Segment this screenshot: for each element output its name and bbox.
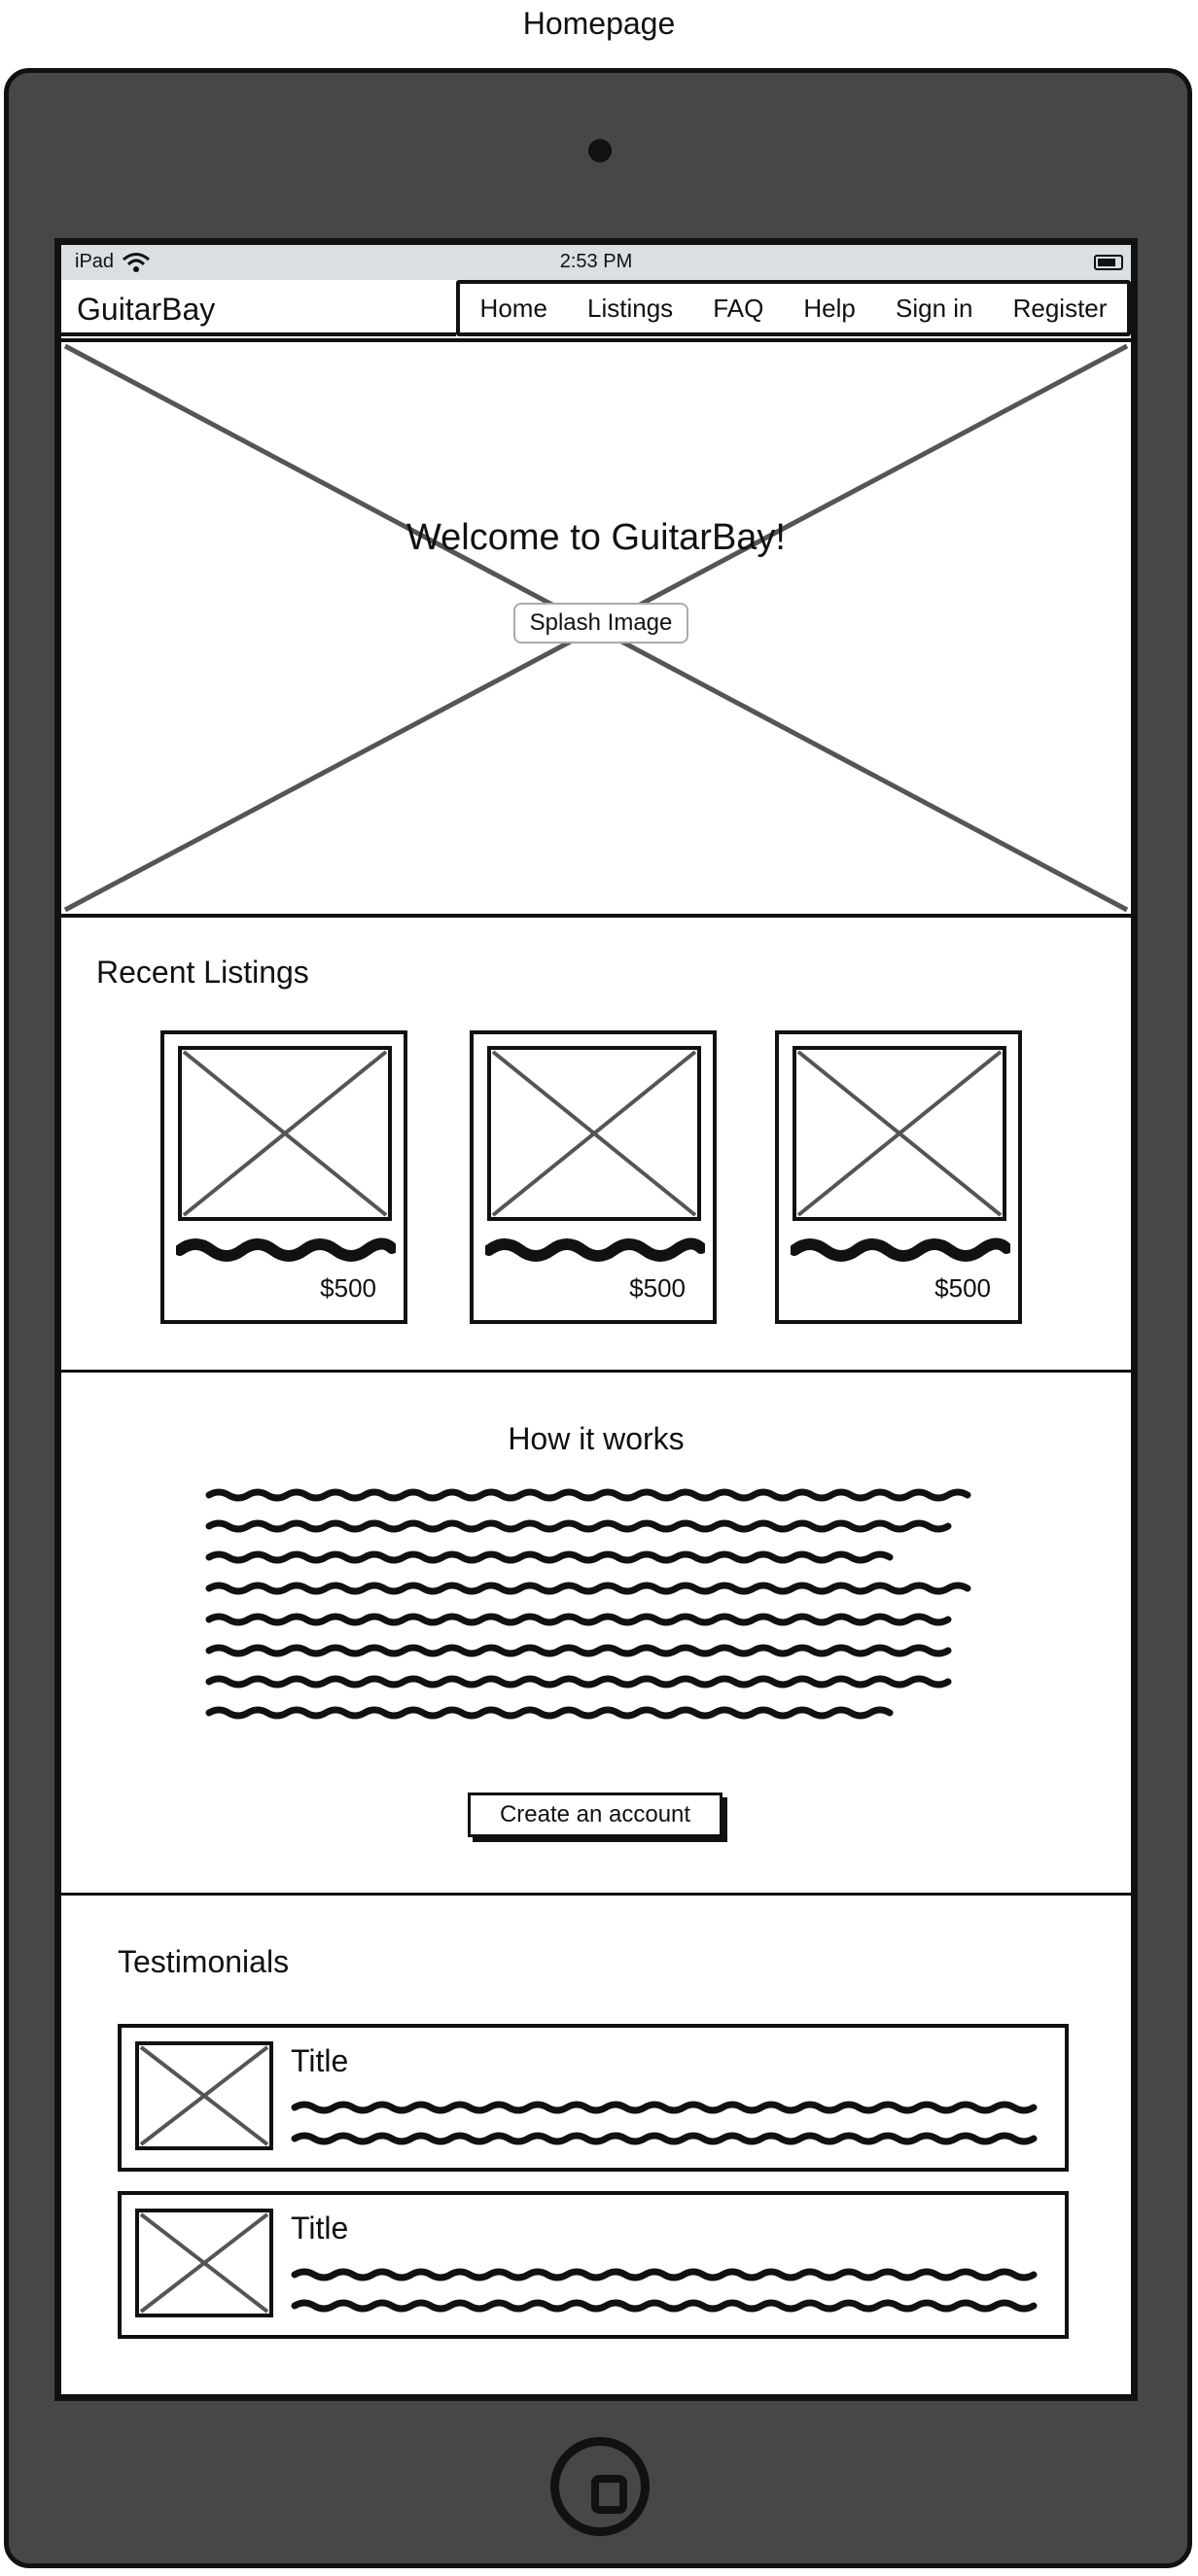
listing-card[interactable] <box>775 1030 1022 1324</box>
hero-title: Welcome to GuitarBay! <box>405 517 786 558</box>
hero-splash <box>61 338 1131 918</box>
section-divider <box>61 1370 1131 1373</box>
testimonials-title: Testimonials <box>118 1944 290 1979</box>
listing-price: $500 <box>320 1273 376 1303</box>
battery-icon <box>1094 255 1123 270</box>
status-device-name: iPad <box>75 251 115 272</box>
listing-image-placeholder <box>178 1046 392 1221</box>
status-time: 2:53 PM <box>559 251 633 272</box>
testimonial-image-placeholder <box>135 2041 273 2150</box>
nav-register[interactable]: Register <box>1012 293 1108 323</box>
listing-image-placeholder <box>487 1046 701 1221</box>
testimonial-card <box>118 2024 1069 2172</box>
listing-title-scribble <box>791 1236 1010 1262</box>
main-nav <box>456 280 1131 336</box>
how-it-works-text-scribble <box>205 1487 983 1740</box>
nav-help[interactable]: Help <box>803 293 856 323</box>
listing-price: $500 <box>934 1273 991 1303</box>
home-button-icon[interactable] <box>550 2437 650 2536</box>
header-divider <box>61 332 456 336</box>
testimonial-text-scribble <box>291 2094 1049 2152</box>
brand-logo[interactable]: GuitarBay <box>77 292 216 327</box>
testimonial-card <box>118 2191 1069 2339</box>
listing-price: $500 <box>629 1273 686 1303</box>
home-button-square <box>591 2475 627 2514</box>
testimonial-title: Title <box>291 2043 349 2078</box>
create-account-button[interactable]: Create an account <box>468 1793 722 1837</box>
camera-icon <box>588 139 612 162</box>
section-divider <box>61 1893 1131 1896</box>
recent-listings-title: Recent Listings <box>96 955 309 990</box>
how-it-works-title: How it works <box>508 1421 685 1456</box>
testimonial-title: Title <box>291 2210 349 2245</box>
listing-image-placeholder <box>793 1046 1006 1221</box>
listing-title-scribble <box>485 1236 705 1262</box>
status-bar <box>61 245 1131 280</box>
nav-listings[interactable]: Listings <box>587 293 674 323</box>
page-caption: Homepage <box>522 6 676 41</box>
testimonial-image-placeholder <box>135 2209 273 2317</box>
nav-home[interactable]: Home <box>479 293 547 323</box>
splash-image-label: Splash Image <box>513 603 688 644</box>
listing-card[interactable] <box>160 1030 407 1324</box>
testimonial-text-scribble <box>291 2261 1049 2319</box>
nav-faq[interactable]: FAQ <box>713 293 764 323</box>
listing-card[interactable] <box>470 1030 717 1324</box>
listing-title-scribble <box>176 1236 396 1262</box>
device-screen <box>54 238 1138 2401</box>
nav-sign-in[interactable]: Sign in <box>896 293 973 323</box>
